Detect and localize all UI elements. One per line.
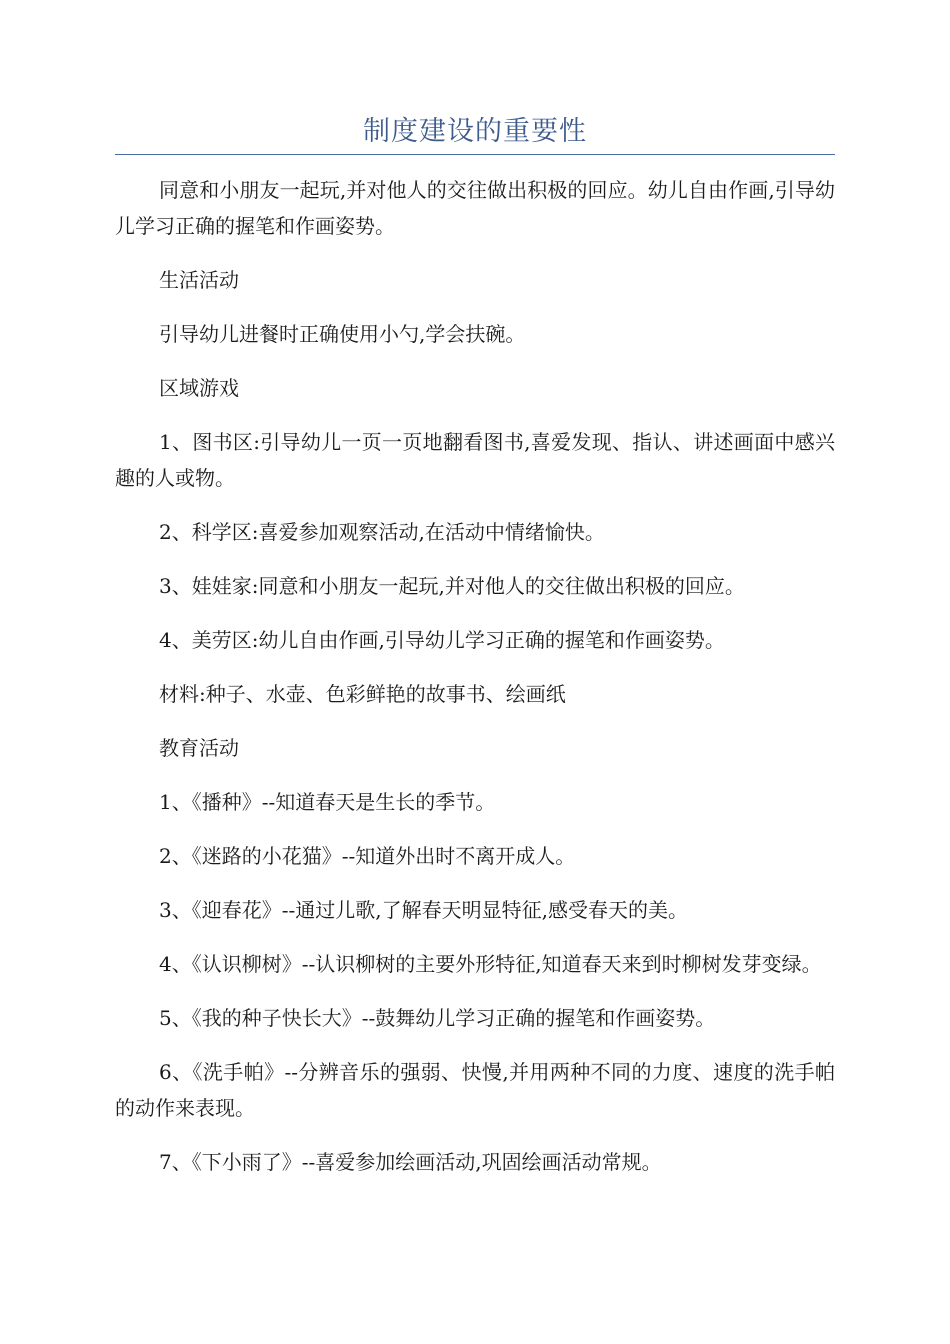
paragraph: 同意和小朋友一起玩,并对他人的交往做出积极的回应。幼儿自由作画,引导幼儿学习正确的握笔和作画姿势。 <box>115 178 835 238</box>
list-item: 2、科学区:喜爱参加观察活动,在活动中情绪愉快。 <box>159 520 605 544</box>
list-item: 3、《迎春花》--通过儿歌,了解春天明显特征,感受春天的美。 <box>159 898 688 922</box>
section-heading-area-games: 区域游戏 <box>159 376 239 400</box>
list-item: 7、《下小雨了》--喜爱参加绘画活动,巩固绘画活动常规。 <box>159 1150 662 1174</box>
document-body <box>115 172 835 1198</box>
list-item: 4、《认识柳树》--认识柳树的主要外形特征,知道春天来到时柳树发芽变绿。 <box>159 952 822 976</box>
section-heading-daily-activities: 生活活动 <box>159 268 239 292</box>
list-item: 2、《迷路的小花猫》--知道外出时不离开成人。 <box>159 844 576 868</box>
title-underline <box>115 154 835 155</box>
list-item: 1、《播种》--知道春天是生长的季节。 <box>159 790 496 814</box>
materials-line: 材料:种子、水壶、色彩鲜艳的故事书、绘画纸 <box>159 682 566 706</box>
list-item: 6、《洗手帕》--分辨音乐的强弱、快慢,并用两种不同的力度、速度的洗手帕的动作来表现。 <box>115 1060 835 1120</box>
document-title: 制度建设的重要性 <box>363 116 587 147</box>
section-heading-education-activities: 教育活动 <box>159 736 239 760</box>
paragraph: 引导幼儿进餐时正确使用小勺,学会扶碗。 <box>159 322 526 346</box>
list-item: 1、图书区:引导幼儿一页一页地翻看图书,喜爱发现、指认、讲述画面中感兴趣的人或物。 <box>115 430 835 490</box>
list-item: 3、娃娃家:同意和小朋友一起玩,并对他人的交往做出积极的回应。 <box>159 574 745 598</box>
list-item: 5、《我的种子快长大》--鼓舞幼儿学习正确的握笔和作画姿势。 <box>159 1006 716 1030</box>
list-item: 4、美劳区:幼儿自由作画,引导幼儿学习正确的握笔和作画姿势。 <box>159 628 725 652</box>
